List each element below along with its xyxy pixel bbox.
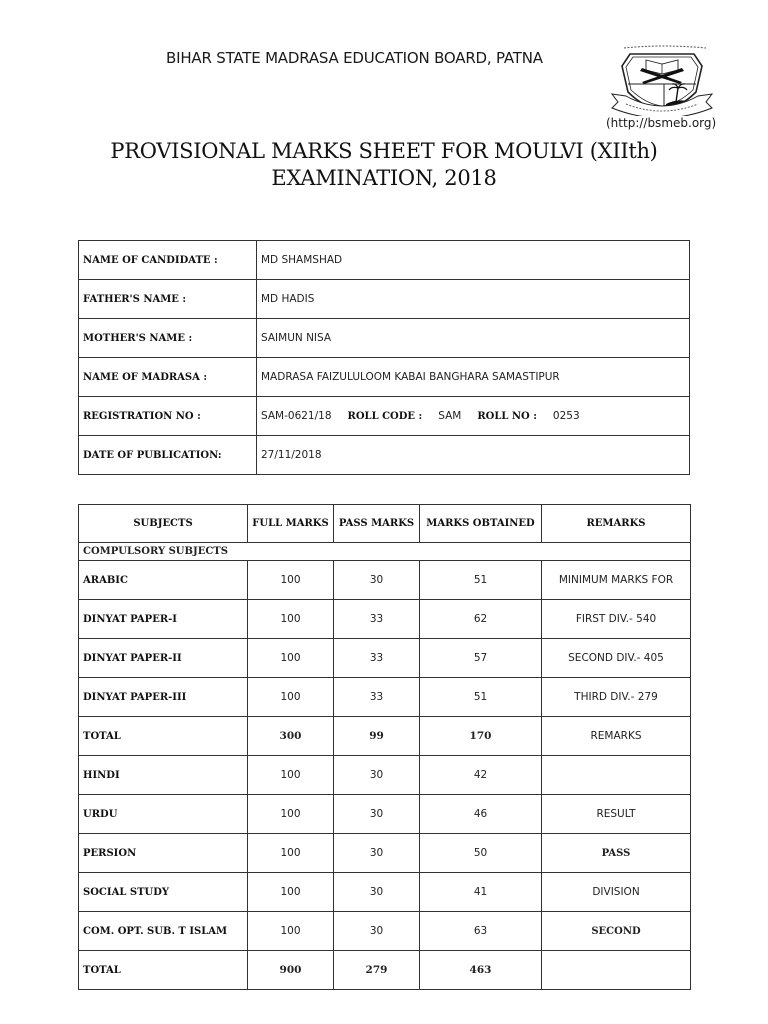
table-row (79, 834, 691, 873)
website-link[interactable]: (http://bsmeb.org) (606, 116, 717, 130)
candidate-name-label: NAME OF CANDIDATE : (79, 241, 257, 280)
remarks-cell (542, 951, 691, 990)
remarks-cell: FIRST DIV.- 540 (542, 600, 691, 639)
obtained-marks-cell: 51 (420, 678, 542, 717)
table-row (79, 912, 691, 951)
table-row (79, 795, 691, 834)
obtained-marks-cell: 41 (420, 873, 542, 912)
board-name: BIHAR STATE MADRASA EDUCATION BOARD, PATNA (166, 49, 543, 67)
obtained-marks-total: 170 (420, 717, 542, 756)
obtained-marks-grand-total: 463 (420, 951, 542, 990)
madrasa-name-row (79, 358, 690, 397)
marks-table (78, 504, 691, 990)
pass-marks-cell: 30 (334, 795, 420, 834)
col-header-remarks: REMARKS (542, 505, 691, 543)
remarks-cell: REMARKS (542, 717, 691, 756)
table-row (79, 678, 691, 717)
title-line-2: EXAMINATION, 2018 (271, 166, 497, 190)
obtained-marks-cell: 51 (420, 561, 542, 600)
title-line-1: PROVISIONAL MARKS SHEET FOR MOULVI (XIIth) (110, 139, 658, 163)
mother-name-value: SAIMUN NISA (257, 319, 690, 358)
obtained-marks-cell: 63 (420, 912, 542, 951)
pass-marks-total: 99 (334, 717, 420, 756)
pass-marks-cell: 33 (334, 678, 420, 717)
roll-no-value: 0253 (552, 410, 580, 422)
page-title (0, 138, 768, 192)
full-marks-cell: 100 (248, 912, 334, 951)
grand-total-row (79, 951, 691, 990)
madrasa-name-label: NAME OF MADRASA : (79, 358, 257, 397)
subject-cell: DINYAT PAPER-III (79, 678, 248, 717)
full-marks-cell: 100 (248, 639, 334, 678)
pass-marks-grand-total: 279 (334, 951, 420, 990)
obtained-marks-cell: 46 (420, 795, 542, 834)
publication-date-row (79, 436, 690, 475)
madrasa-board-crest-icon (606, 44, 718, 116)
registration-label: REGISTRATION NO : (79, 397, 257, 436)
col-header-pass-marks: PASS MARKS (334, 505, 420, 543)
obtained-marks-cell: 57 (420, 639, 542, 678)
publication-date-label: DATE OF PUBLICATION: (79, 436, 257, 475)
subject-cell: URDU (79, 795, 248, 834)
obtained-marks-cell: 62 (420, 600, 542, 639)
mother-name-label: MOTHER'S NAME : (79, 319, 257, 358)
result-value: PASS (542, 834, 691, 873)
table-row (79, 756, 691, 795)
pass-marks-cell: 33 (334, 600, 420, 639)
subject-cell: TOTAL (79, 951, 248, 990)
full-marks-cell: 100 (248, 561, 334, 600)
roll-code-value: SAM (438, 410, 462, 422)
full-marks-cell: 100 (248, 756, 334, 795)
subject-cell: HINDI (79, 756, 248, 795)
obtained-marks-cell: 50 (420, 834, 542, 873)
subject-cell: TOTAL (79, 717, 248, 756)
marks-header-row (79, 505, 691, 543)
pass-marks-cell: 33 (334, 639, 420, 678)
pass-marks-cell: 30 (334, 873, 420, 912)
subject-cell: COM. OPT. SUB. T ISLAM (79, 912, 248, 951)
remarks-cell: RESULT (542, 795, 691, 834)
father-name-row (79, 280, 690, 319)
registration-value: SAM-0621/18 (261, 410, 332, 422)
roll-no-label: ROLL NO : (477, 411, 537, 422)
full-marks-cell: 100 (248, 834, 334, 873)
father-name-value: MD HADIS (257, 280, 690, 319)
subject-cell: DINYAT PAPER-I (79, 600, 248, 639)
full-marks-cell: 100 (248, 600, 334, 639)
registration-row (79, 397, 690, 436)
father-name-label: FATHER'S NAME : (79, 280, 257, 319)
pass-marks-cell: 30 (334, 834, 420, 873)
mother-name-row (79, 319, 690, 358)
candidate-name-row (79, 241, 690, 280)
table-row (79, 600, 691, 639)
obtained-marks-cell: 42 (420, 756, 542, 795)
roll-code-label: ROLL CODE : (347, 411, 423, 422)
table-row (79, 873, 691, 912)
compulsory-section-row (79, 543, 691, 561)
subject-cell: PERSION (79, 834, 248, 873)
remarks-cell: SECOND DIV.- 405 (542, 639, 691, 678)
pass-marks-cell: 30 (334, 561, 420, 600)
table-row (79, 639, 691, 678)
remarks-cell (542, 756, 691, 795)
division-value: SECOND (542, 912, 691, 951)
full-marks-total: 300 (248, 717, 334, 756)
candidate-name-value: MD SHAMSHAD (257, 241, 690, 280)
pass-marks-cell: 30 (334, 756, 420, 795)
registration-cell (257, 397, 690, 436)
candidate-info-table (78, 240, 690, 475)
subject-cell: SOCIAL STUDY (79, 873, 248, 912)
remarks-cell: MINIMUM MARKS FOR (542, 561, 691, 600)
full-marks-cell: 100 (248, 873, 334, 912)
full-marks-cell: 100 (248, 795, 334, 834)
full-marks-cell: 100 (248, 678, 334, 717)
subject-cell: DINYAT PAPER-II (79, 639, 248, 678)
pass-marks-cell: 30 (334, 912, 420, 951)
col-header-full-marks: FULL MARKS (248, 505, 334, 543)
compulsory-total-row (79, 717, 691, 756)
remarks-cell: DIVISION (542, 873, 691, 912)
col-header-marks-obtained: MARKS OBTAINED (420, 505, 542, 543)
remarks-cell: THIRD DIV.- 279 (542, 678, 691, 717)
compulsory-section-label: COMPULSORY SUBJECTS (79, 543, 691, 561)
madrasa-name-value: MADRASA FAIZULULOOM KABAI BANGHARA SAMASTIPUR (257, 358, 690, 397)
table-row (79, 561, 691, 600)
publication-date-value: 27/11/2018 (257, 436, 690, 475)
full-marks-grand-total: 900 (248, 951, 334, 990)
col-header-subjects: SUBJECTS (79, 505, 248, 543)
subject-cell: ARABIC (79, 561, 248, 600)
